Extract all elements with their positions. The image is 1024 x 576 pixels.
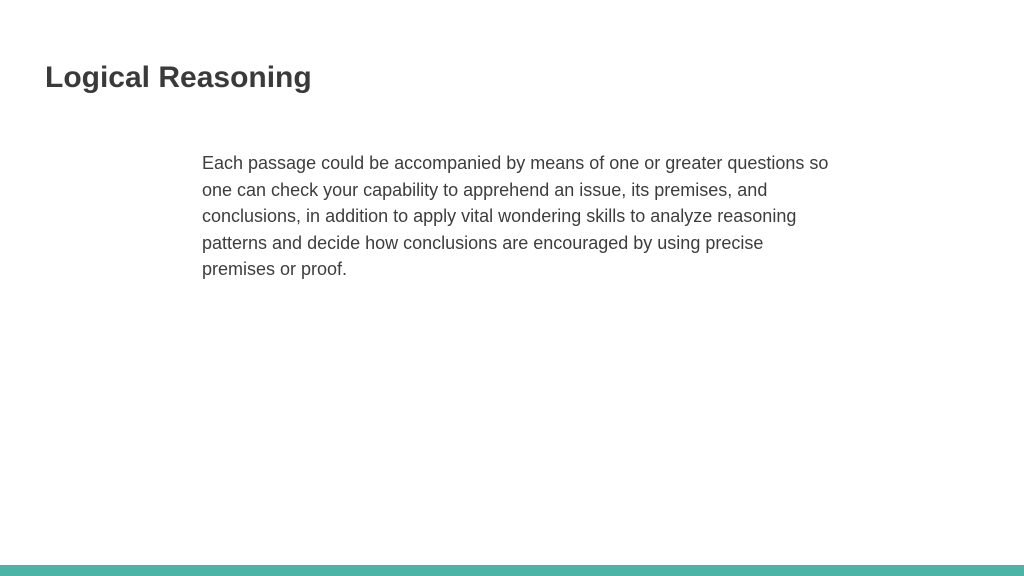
bottom-accent-bar [0, 565, 1024, 576]
slide-title: Logical Reasoning [45, 61, 312, 94]
slide-body-text: Each passage could be accompanied by means of one or greater questions so one can check your capability to apprehend an issue, its premises, and conclusions, in addition to apply vital wondering skills to analyze reasoning patterns and decide how conclusions are encouraged by using precise premises or proof. [202, 153, 829, 280]
